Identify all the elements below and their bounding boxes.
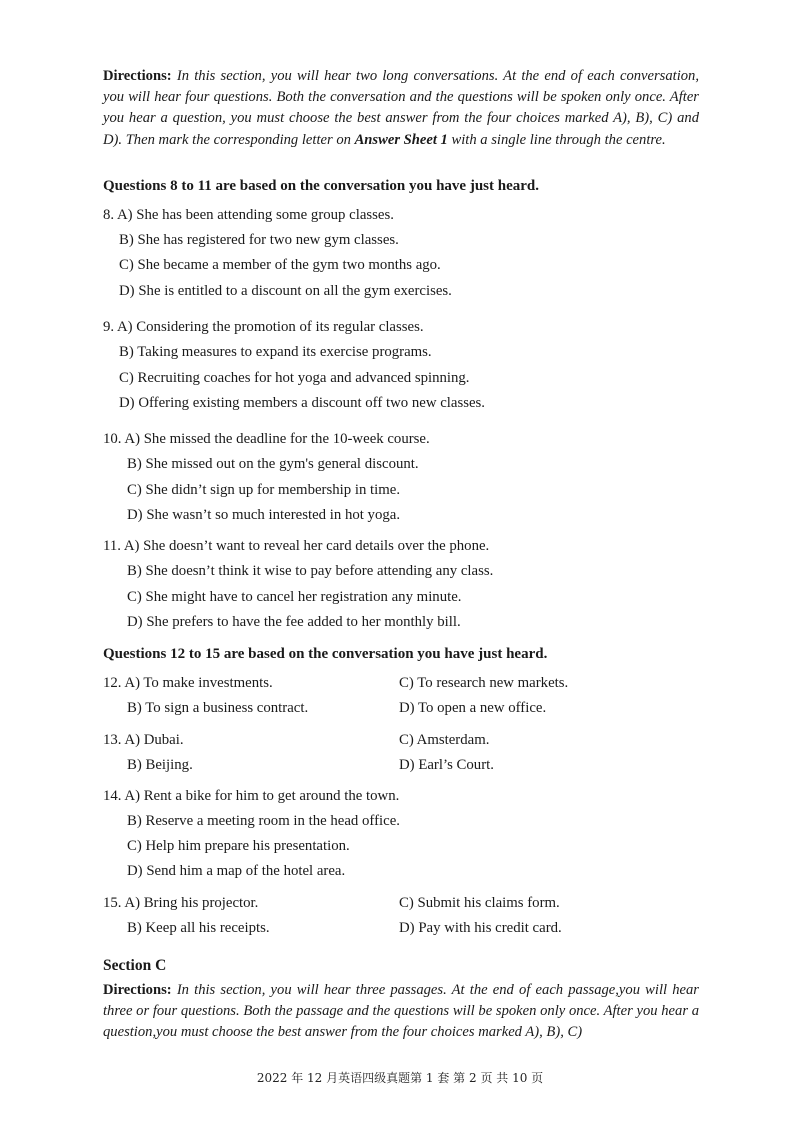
q8-option-d: D) She is entitled to a discount on all the gym exercises. <box>119 283 452 299</box>
q9-option-b: B) Taking measures to expand its exercise programs. <box>119 344 432 360</box>
section-b-directions <box>103 66 699 151</box>
q8-option-c: C) She became a member of the gym two months ago. <box>119 257 441 273</box>
section-c-title: Section C <box>103 957 167 974</box>
q10-option-c: C) She didn’t sign up for membership in time. <box>127 482 401 498</box>
group1-heading: Questions 8 to 11 are based on the conversation you have just heard. <box>103 178 539 194</box>
q11-option-d: D) She prefers to have the fee added to her monthly bill. <box>127 614 461 630</box>
q10-option-b: B) She missed out on the gym's general discount. <box>127 456 419 472</box>
directions-label: Directions: <box>103 68 172 84</box>
q14-option-d: D) Send him a map of the hotel area. <box>127 863 346 879</box>
q12-option-a: 12. A) To make investments. <box>103 675 273 691</box>
section-c-directions-text: In this section, you will hear three passages. At the end of each passage,you will hear three or four questions. Both the passage and the questions will be spoken only once. After you hear a question,you must choose the best answer from the four choices marked A), B), C) <box>103 982 699 1041</box>
directions-text-2: with a single line through the centre. <box>447 131 666 148</box>
q14-option-b: B) Reserve a meeting room in the head office. <box>127 813 400 829</box>
q13-option-b: B) Beijing. <box>127 757 193 773</box>
directions-text-1: In this section, you will hear two long conversations. At the end of each conversation, you will hear four questions. Both the conversation and the questions will be spoken only once. After you hear a question, you must choose the best answer from the four choices marked A), B), C) and D). Then mark the corresponding letter on <box>103 68 699 148</box>
q10-option-a: 10. A) She missed the deadline for the 10-week course. <box>103 431 430 447</box>
q9-option-c: C) Recruiting coaches for hot yoga and advanced spinning. <box>119 370 470 386</box>
q8-option-a: 8. A) She has been attending some group classes. <box>103 207 394 223</box>
q15-option-c: C) Submit his claims form. <box>399 895 560 911</box>
q12-option-c: C) To research new markets. <box>399 675 569 691</box>
q13-option-d: D) Earl’s Court. <box>399 757 494 773</box>
q15-option-d: D) Pay with his credit card. <box>399 920 562 936</box>
q12-option-d: D) To open a new office. <box>399 700 547 716</box>
q13-option-c: C) Amsterdam. <box>399 732 490 748</box>
group2-heading: Questions 12 to 15 are based on the conversation you have just heard. <box>103 646 548 662</box>
section-c-directions-label: Directions: <box>103 982 172 998</box>
q15-option-a: 15. A) Bring his projector. <box>103 895 259 911</box>
q14-option-c: C) Help him prepare his presentation. <box>127 838 350 854</box>
q15-option-b: B) Keep all his receipts. <box>127 920 270 936</box>
q9-option-a: 9. A) Considering the promotion of its regular classes. <box>103 319 424 335</box>
q9-option-d: D) Offering existing members a discount off two new classes. <box>119 395 486 411</box>
answer-sheet-label: Answer Sheet 1 <box>354 131 448 148</box>
q11-option-c: C) She might have to cancel her registration any minute. <box>127 589 462 605</box>
q10-option-d: D) She wasn’t so much interested in hot yoga. <box>127 507 401 523</box>
q8-option-b: B) She has registered for two new gym classes. <box>119 232 399 248</box>
q11-option-a: 11. A) She doesn’t want to reveal her card details over the phone. <box>103 538 490 554</box>
q12-option-b: B) To sign a business contract. <box>127 700 309 716</box>
q11-option-b: B) She doesn’t think it wise to pay before attending any class. <box>127 563 494 579</box>
page-footer: 2022 年 12 月英语四级真题第 1 套 第 2 页 共 10 页 <box>256 1071 544 1085</box>
q14-option-a: 14. A) Rent a bike for him to get around the town. <box>103 788 400 804</box>
q13-option-a: 13. A) Dubai. <box>103 732 184 748</box>
section-c-directions <box>103 980 699 1044</box>
